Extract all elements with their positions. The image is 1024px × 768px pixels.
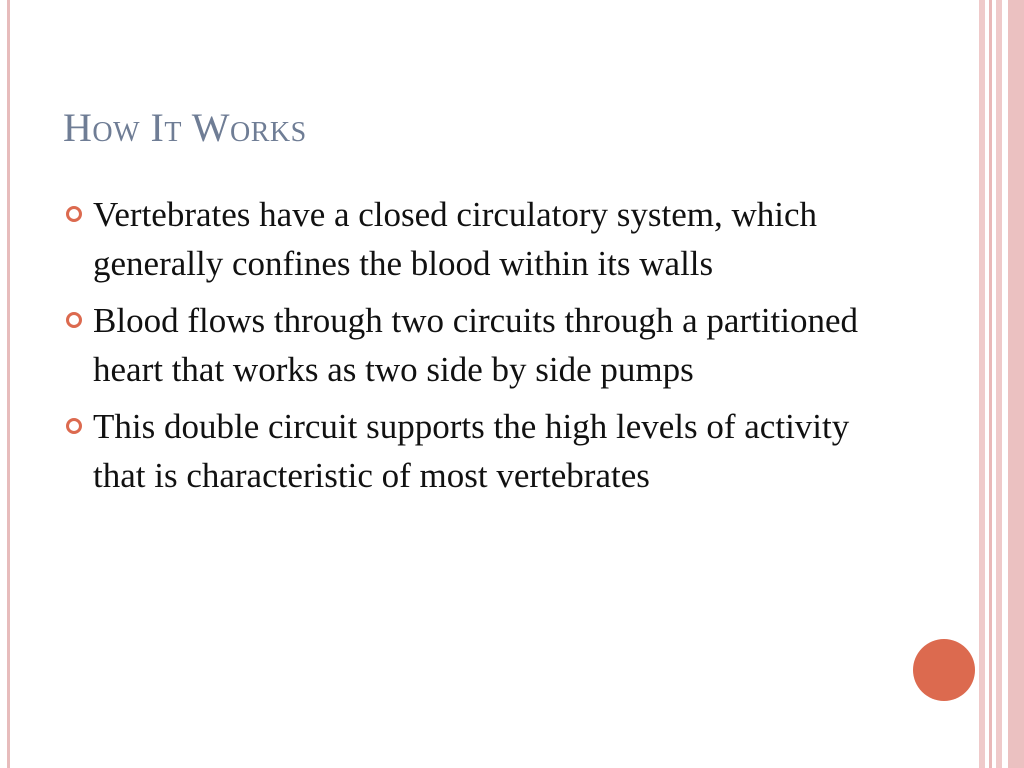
bullet-text: This double circuit supports the high levels of activity that is characteristic of most vertebrates [93,407,850,495]
decorative-circle [913,639,975,701]
right-decorative-stripe [996,0,1002,768]
bullet-list [60,190,890,508]
slide-title: How It Works [63,105,307,150]
left-border-rule [7,0,10,768]
ring-bullet-icon [66,418,82,434]
ring-bullet-icon [66,206,82,222]
right-decorative-stripe [979,0,985,768]
ring-bullet-icon [66,312,82,328]
bullet-item [60,402,890,500]
right-decorative-stripe [989,0,992,768]
right-decorative-stripe [1008,0,1024,768]
bullet-item [60,190,890,288]
bullet-item [60,296,890,394]
bullet-text: Vertebrates have a closed circulatory system, which generally confines the blood within its walls [93,195,818,283]
bullet-text: Blood flows through two circuits through a partitioned heart that works as two side by side pumps [93,301,859,389]
